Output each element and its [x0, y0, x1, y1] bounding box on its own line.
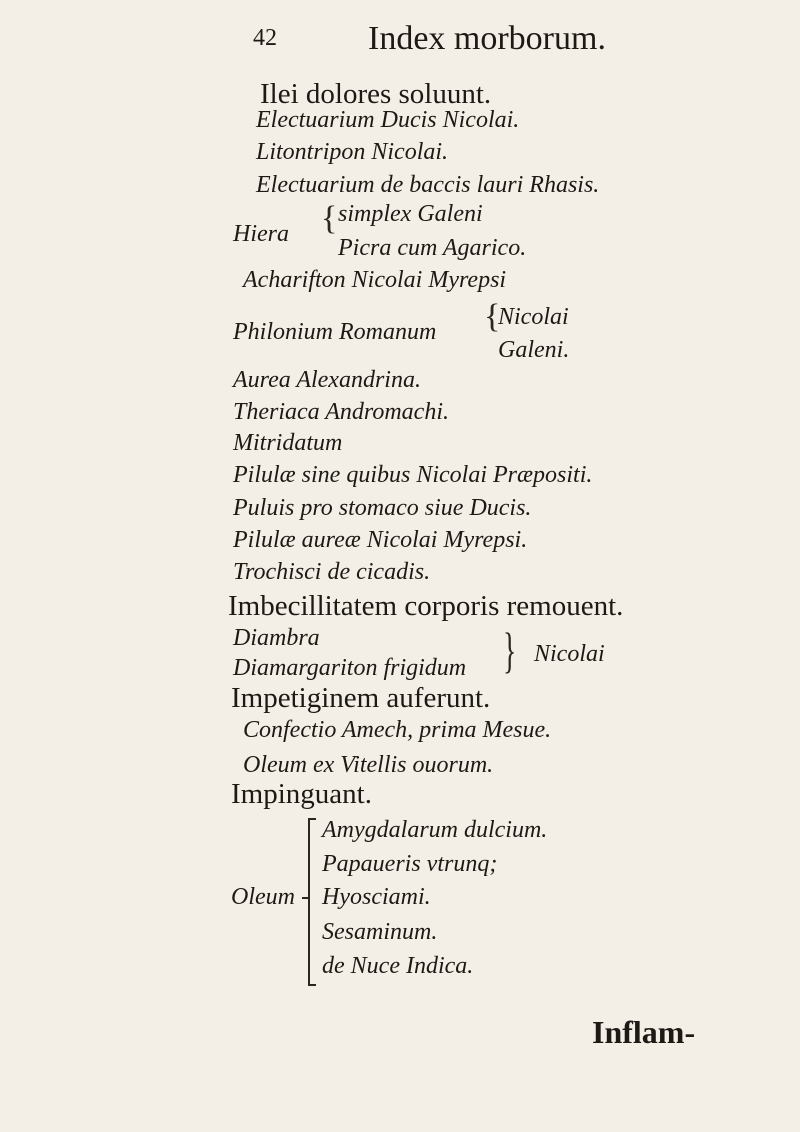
remedy-line: Trochisci de cicadis. [233, 559, 431, 585]
brace-symbol: { [321, 200, 338, 237]
heading-impetiginem: Impetiginem auferunt. [231, 682, 491, 714]
remedy-line: Pilulæ aureæ Nicolai Myrepsi. [233, 527, 528, 553]
heading-ilei-dolores: Ilei dolores soluunt. [260, 78, 492, 110]
remedy-line: simplex Galeni [338, 201, 483, 227]
remedy-line: Sesaminum. [322, 919, 438, 945]
heading-imbecillitatem: Imbecillitatem corporis remouent. [228, 590, 624, 622]
remedy-line: Aurea Alexandrina. [233, 367, 421, 393]
brace-symbol: { [484, 298, 501, 335]
running-head: Index morborum. [368, 20, 606, 57]
remedy-line: Puluis pro stomaco siue Ducis. [233, 495, 532, 521]
brace-symbol [308, 818, 322, 986]
remedy-line: Papaueris vtrunq; [322, 851, 498, 877]
remedy-line: Litontripon Nicolai. [256, 139, 449, 165]
brace-symbol: } [503, 622, 517, 678]
remedy-line: Electuarium de baccis lauri Rhasis. [256, 172, 600, 198]
remedy-line: Picra cum Agarico. [338, 235, 527, 261]
remedy-line: Amygdalarum dulcium. [322, 817, 548, 843]
remedy-line: Galeni. [498, 337, 570, 363]
remedy-line: Diamargariton frigidum [233, 655, 467, 681]
remedy-line: Diambra [233, 625, 320, 651]
remedy-line: Electuarium Ducis Nicolai. [256, 107, 520, 133]
page-number: 42 [253, 25, 277, 51]
remedy-line: Pilulæ sine quibus Nicolai Præpositi. [233, 462, 593, 488]
remedy-line: Acharifton Nicolai Myrepsi [243, 267, 507, 293]
remedy-line: Theriaca Andromachi. [233, 399, 449, 425]
remedy-line: de Nuce Indica. [322, 953, 474, 979]
catchword: Inflam- [592, 1014, 696, 1050]
oleum-label: Oleum [231, 884, 295, 910]
remedy-line: Oleum ex Vitellis ouorum. [243, 752, 494, 778]
remedy-line: Hyosciami. [322, 884, 431, 910]
remedy-line: Confectio Amech, prima Mesue. [243, 717, 552, 743]
heading-impinguant: Impinguant. [231, 778, 372, 810]
brace-symbol [302, 897, 308, 899]
remedy-line: Nicolai [534, 641, 605, 667]
remedy-line: Mitridatum [233, 430, 343, 456]
philonium-label: Philonium Romanum [233, 319, 437, 345]
remedy-line: Nicolai [498, 304, 569, 330]
hiera-label: Hiera [233, 221, 289, 247]
